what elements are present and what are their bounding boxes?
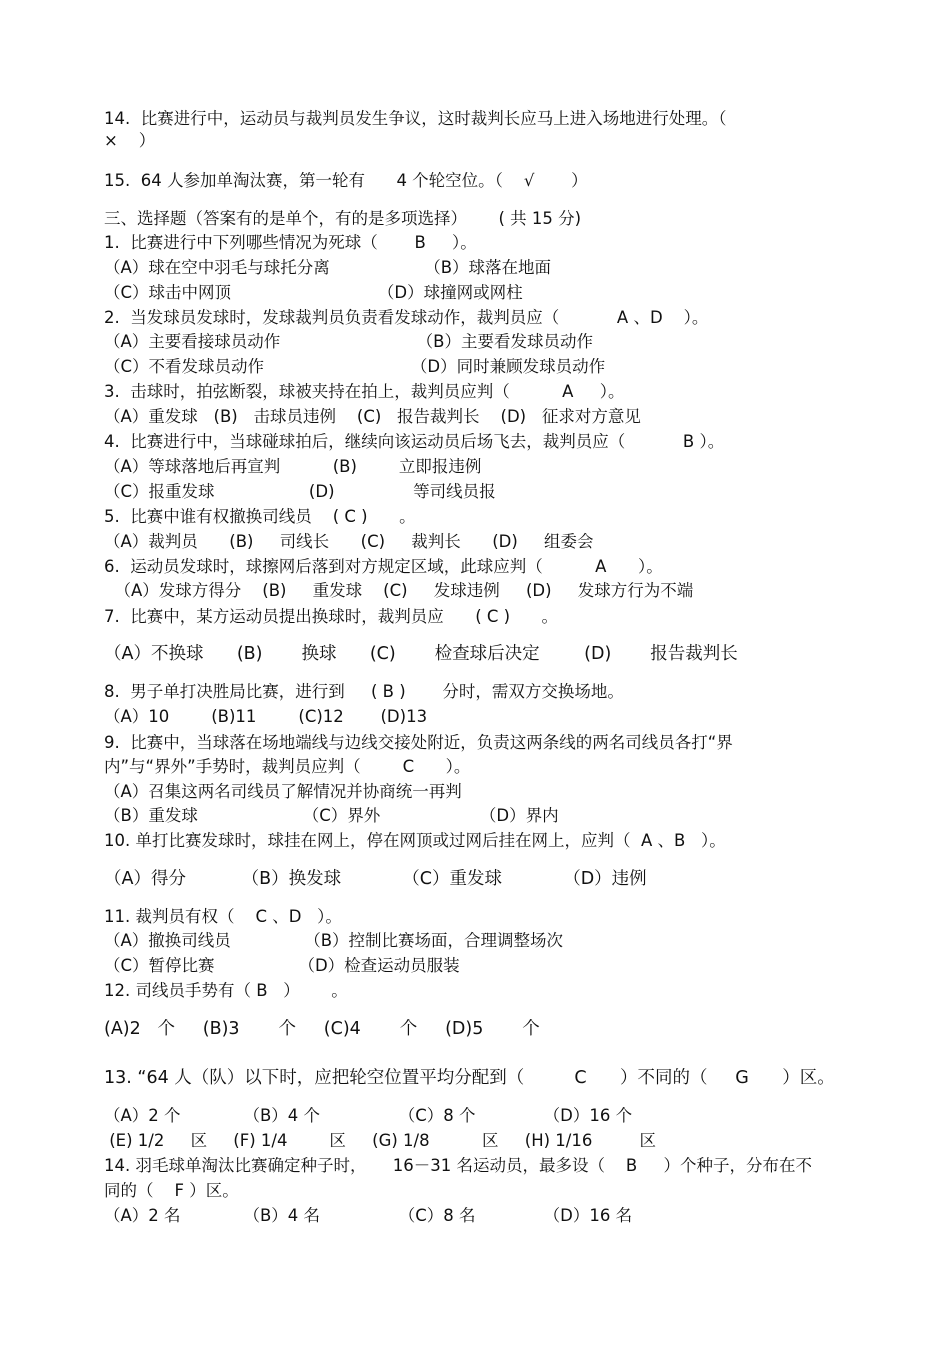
q4-options-ab: （A）等球落地后再宣判 (B) 立即报违例 xyxy=(104,457,482,476)
q1-stem: 1. 比赛进行中下列哪些情况为死球（ B ）。 xyxy=(104,233,477,252)
q7-stem: 7. 比赛中，某方运动员提出换球时，裁判员应 ( C ) 。 xyxy=(104,607,559,626)
q1-options-cd: （C）球击中网顶 （D）球撞网或网柱 xyxy=(104,283,523,302)
section-3-heading: 三、选择题（答案有的是单个，有的是多项选择） ( 共 15 分) xyxy=(104,209,582,228)
q9-stem-line2: 内”与“界外”手势时，裁判员应判（ C ）。 xyxy=(104,757,471,776)
q14-stem-line1: 14. 羽毛球单淘汰比赛确定种子时， 16－31 名运动员，最多设（ B ）个种子，分布在不 xyxy=(104,1156,812,1175)
q11-options-cd: （C）暂停比赛 （D）检查运动员服装 xyxy=(104,956,460,975)
q5-options: （A）裁判员 (B) 司线长 (C) 裁判长 (D) 组委会 xyxy=(104,532,594,551)
q9-option-a: （A）召集这两名司线员了解情况并协商统一再判 xyxy=(104,782,462,801)
q8-options: （A）10 (B)11 (C)12 (D)13 xyxy=(104,707,428,726)
q10-stem: 10. 单打比赛发球时，球挂在网上，停在网顶或过网后挂在网上，应判（ A 、B ）。 xyxy=(104,831,726,850)
q12-stem: 12. 司线员手势有（ B ） 。 xyxy=(104,981,348,1000)
q7-options: （A）不换球 (B) 换球 (C) 检查球后决定 (D) 报告裁判长 xyxy=(104,644,738,664)
q8-stem: 8. 男子单打决胜局比赛，进行到 ( B ) 分时，需双方交换场地。 xyxy=(104,682,624,701)
q2-options-cd: （C）不看发球员动作 （D）同时兼顾发球员动作 xyxy=(104,357,606,376)
q6-options: （A）发球方得分 (B) 重发球 (C) 发球违例 (D) 发球方行为不端 xyxy=(104,581,694,600)
q14-options: （A）2 名 （B）4 名 （C）8 名 （D）16 名 xyxy=(104,1206,633,1225)
q3-options: （A）重发球 (B) 击球员违例 (C) 报告裁判长 (D) 征求对方意见 xyxy=(104,407,641,426)
q13-options-eh: (E) 1/2 区 (F) 1/4 区 (G) 1/8 区 (H) 1/16 区 xyxy=(104,1131,657,1150)
tf15-line: 15. 64 人参加单淘汰赛，第一轮有 4 个轮空位。（ √ ） xyxy=(104,171,588,190)
q2-options-ab: （A）主要看接球员动作 （B）主要看发球员动作 xyxy=(104,332,593,351)
tf14-line2: × ） xyxy=(104,131,156,150)
q9-options-bcd: （B）重发球 （C）界外 （D）界内 xyxy=(104,806,559,825)
q12-options: (A)2 个 (B)3 个 (C)4 个 (D)5 个 xyxy=(104,1019,540,1039)
q6-stem: 6. 运动员发球时，球擦网后落到对方规定区域，此球应判（ A ）。 xyxy=(104,557,663,576)
q3-stem: 3. 击球时，拍弦断裂，球被夹持在拍上，裁判员应判（ A ）。 xyxy=(104,382,625,401)
q11-stem: 11. 裁判员有权（ C 、D ）。 xyxy=(104,907,342,926)
q2-stem: 2. 当发球员发球时，发球裁判员负责看发球动作，裁判员应（ A 、D ）。 xyxy=(104,308,709,327)
q9-stem-line1: 9. 比赛中，当球落在场地端线与边线交接处附近，负责这两条线的两名司线员各打“界 xyxy=(104,733,733,752)
q13-options-ad: （A）2 个 （B）4 个 （C）8 个 （D）16 个 xyxy=(104,1106,633,1125)
q13-stem: 13. “64 人（队）以下时，应把轮空位置平均分配到（ C ）不同的（ G ）区。 xyxy=(104,1068,835,1088)
q10-options: （A）得分 （B）换发球 （C）重发球 （D）违例 xyxy=(104,869,647,889)
q14-stem-line2: 同的（ F ）区。 xyxy=(104,1181,239,1200)
q4-options-cd: （C）报重发球 (D) 等司线员报 xyxy=(104,482,496,501)
q5-stem: 5. 比赛中谁有权撤换司线员 ( C ) 。 xyxy=(104,507,416,526)
tf14-line1: 14. 比赛进行中，运动员与裁判员发生争议，这时裁判长应马上进入场地进行处理。（ xyxy=(104,109,727,128)
q11-options-ab: （A）撤换司线员 （B）控制比赛场面，合理调整场次 xyxy=(104,931,564,950)
q4-stem: 4. 比赛进行中，当球碰球拍后，继续向该运动员后场飞去，裁判员应（ B ）。 xyxy=(104,432,725,451)
q1-options-ab: （A）球在空中羽毛与球托分离 （B）球落在地面 xyxy=(104,258,552,277)
